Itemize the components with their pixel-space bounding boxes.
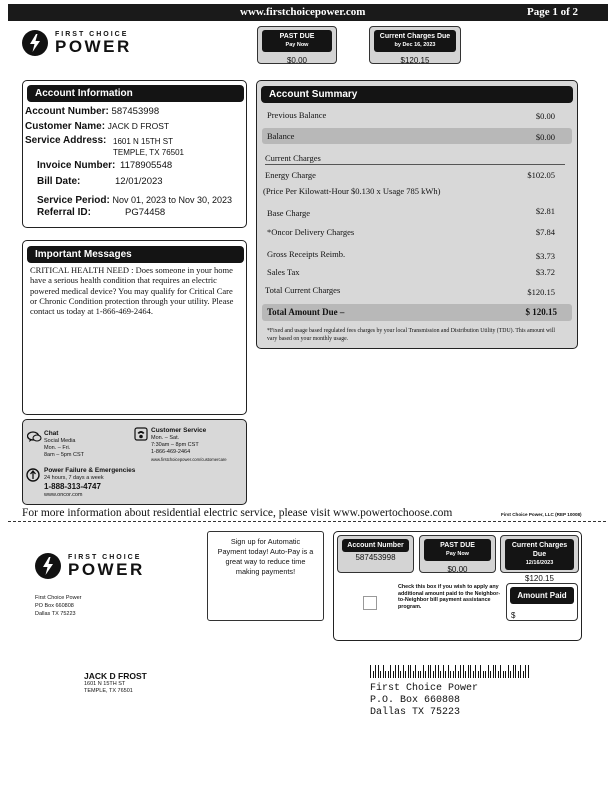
barcode-bar xyxy=(380,671,381,678)
service-period: Nov 01, 2023 to Nov 30, 2023 xyxy=(112,195,233,205)
outage-line1: 24 hours, 7 days a week xyxy=(44,475,104,481)
past-due-title: PAST DUE xyxy=(279,33,315,40)
barcode-bar xyxy=(480,665,481,678)
barcode-bar xyxy=(430,665,431,678)
stub-company-line1: First Choice Power xyxy=(35,595,82,601)
barcode-bar xyxy=(395,665,396,678)
balance: $0.00 xyxy=(535,132,555,142)
barcode-bar xyxy=(500,665,501,678)
stub-current-value: $120.15 xyxy=(525,574,554,583)
energy-charge: $102.05 xyxy=(527,170,555,180)
remit-line1: First Choice Power xyxy=(370,683,479,694)
barcode-bar xyxy=(470,665,471,678)
rep-certificate: First Choice Power, LLC (REP 10008) xyxy=(501,512,582,517)
company-logo xyxy=(22,30,132,56)
barcode-bar xyxy=(440,671,441,678)
barcode-bar xyxy=(520,665,521,678)
barcode-bar xyxy=(435,665,436,678)
bill-date: 12/01/2023 xyxy=(115,176,163,187)
logo-line1: FIRST CHOICE xyxy=(55,31,129,38)
power-outage-icon xyxy=(26,468,40,487)
barcode-bar xyxy=(408,665,409,678)
cs-website[interactable]: www.firstchoicepower.com/customercare xyxy=(151,457,227,462)
barcode-bar xyxy=(450,671,451,678)
barcode-bar xyxy=(465,671,466,678)
barcode-bar xyxy=(493,665,494,678)
total-amount-due-label: Total Amount Due – xyxy=(267,307,345,317)
page-number: Page 1 of 2 xyxy=(526,6,578,18)
gross-receipts: $3.73 xyxy=(535,251,555,261)
barcode-bar xyxy=(438,665,439,678)
account-summary-title: Account Summary xyxy=(261,86,573,103)
outage-website[interactable]: www.oncor.com xyxy=(44,492,83,498)
barcode-bar xyxy=(388,671,389,678)
bill-date-label: Bill Date: xyxy=(37,176,81,187)
energy-charge-label: Energy Charge xyxy=(265,170,316,180)
amount-paid-input[interactable]: $ xyxy=(511,611,516,620)
current-charges-label: Current Charges xyxy=(265,153,321,163)
barcode-bar xyxy=(453,671,454,678)
cs-phone: 1-866-469-2464 xyxy=(151,449,191,455)
barcode-bar xyxy=(425,671,426,678)
barcode-bar xyxy=(483,671,484,678)
stub-past-due-value: $0.00 xyxy=(447,565,468,574)
barcode-bar xyxy=(390,665,391,678)
total-amount-due: $ 120.15 xyxy=(525,307,557,317)
customer-service-title: Customer Service xyxy=(151,427,207,434)
base-charge-label: Base Charge xyxy=(267,208,311,218)
chat-bubble-icon xyxy=(27,430,42,448)
mailing-line2: TEMPLE, TX 76501 xyxy=(84,688,133,694)
barcode-bar xyxy=(503,671,504,678)
total-current-charges: $120.15 xyxy=(527,287,555,297)
barcode-bar xyxy=(515,665,516,678)
balance-band xyxy=(262,128,572,144)
neighbor-program-checkbox[interactable] xyxy=(363,596,377,610)
neighbor-program-text: Check this box if you wish to apply any additional amount paid to the Neighbor-to-Neighbor bill payment assistance program. xyxy=(398,584,501,610)
stub-company-line2: PO Box 660808 xyxy=(35,603,74,609)
current-charges-title: Current Charges Due xyxy=(379,33,451,40)
perforation-line xyxy=(8,521,606,522)
stub-past-due-box xyxy=(419,535,496,573)
barcode-bar xyxy=(383,665,384,678)
barcode-bar xyxy=(525,665,526,678)
logo-line2: POWER xyxy=(55,37,132,56)
stub-past-due-sub: Pay Now xyxy=(446,551,469,557)
phone-icon xyxy=(134,427,148,446)
barcode-bar xyxy=(468,665,469,678)
outage-title: Power Failure & Emergencies xyxy=(44,467,136,474)
current-charges-due-date: by Dec 16, 2023 xyxy=(394,42,436,48)
barcode-bar xyxy=(415,665,416,678)
barcode-bar xyxy=(420,671,421,678)
barcode-bar xyxy=(455,665,456,678)
barcode-bar xyxy=(475,665,476,678)
barcode-bar xyxy=(400,671,401,678)
barcode-bar xyxy=(528,665,529,678)
tdu-footnote: *Fixed and usage based regulated fees charges by your local Transmission and Distribution Utility (TDU). This amount will vary based on your monthly usage. xyxy=(267,328,555,342)
stub-account-number: 587453998 xyxy=(355,553,396,562)
total-current-charges-label: Total Current Charges xyxy=(265,285,341,295)
powertochoose-notice: For more information about residential electric service, please visit www.powertochoose.com xyxy=(22,507,453,519)
outage-phone: 1-888-313-4747 xyxy=(44,482,101,491)
barcode-bar xyxy=(410,665,411,678)
stub-lightning-bolt-icon xyxy=(35,553,61,579)
barcode-bar xyxy=(433,671,434,678)
barcode-bar xyxy=(490,671,491,678)
barcode-bar xyxy=(385,671,386,678)
past-due-value: $0.00 xyxy=(286,56,308,65)
website-url[interactable]: www.firstchoicepower.com xyxy=(240,6,366,18)
barcode-bar xyxy=(370,665,371,678)
barcode-bar xyxy=(498,671,499,678)
current-charges-value: $120.15 xyxy=(400,56,430,65)
stub-account-title: Account Number xyxy=(342,539,409,552)
chat-line1: Social Media xyxy=(44,438,76,444)
payment-stub-panel xyxy=(333,531,582,641)
important-messages-panel xyxy=(22,240,247,415)
chat-line2: Mon. – Fri. xyxy=(44,445,71,451)
barcode-bar xyxy=(478,671,479,678)
referral-id-label: Referral ID: xyxy=(37,207,91,218)
sales-tax: $3.72 xyxy=(535,267,555,277)
account-information-title: Account Information xyxy=(27,85,244,102)
stub-account-box xyxy=(337,535,414,573)
previous-balance: $0.00 xyxy=(535,111,555,121)
stub-current-title: Current Charges Due xyxy=(511,542,568,558)
barcode-bar xyxy=(418,671,419,678)
remit-line3: Dallas TX 75223 xyxy=(370,707,461,718)
postal-barcode xyxy=(370,660,580,674)
current-charges-box xyxy=(369,26,461,64)
gross-receipts-label: Gross Receipts Reimb. xyxy=(267,249,346,259)
barcode-bar xyxy=(513,665,514,678)
amount-paid-box[interactable] xyxy=(506,583,578,621)
barcode-bar xyxy=(428,665,429,678)
lightning-bolt-icon xyxy=(22,30,48,56)
stub-company-address xyxy=(35,594,81,618)
contact-panel xyxy=(22,419,247,505)
customer-mailing-address xyxy=(84,672,147,695)
mailing-customer-name: JACK D FROST xyxy=(84,671,147,681)
sales-tax-label: Sales Tax xyxy=(267,267,300,277)
service-address-line2: TEMPLE, TX 76501 xyxy=(113,148,184,157)
important-messages-title: Important Messages xyxy=(27,246,244,263)
barcode-bar xyxy=(443,665,444,678)
base-charge: $2.81 xyxy=(535,206,555,216)
barcode-bar xyxy=(448,665,449,678)
referral-id: PG74458 xyxy=(125,207,166,218)
invoice-number-label: Invoice Number: xyxy=(37,160,116,171)
barcode-bar xyxy=(458,671,459,678)
stub-current-charges-box xyxy=(500,535,579,583)
service-address-label: Service Address: xyxy=(25,135,107,146)
service-address-line1: 1601 N 15TH ST xyxy=(113,137,174,146)
customer-name-label: Customer Name: xyxy=(25,121,106,132)
barcode-bar xyxy=(445,671,446,678)
remittance-address xyxy=(370,683,478,719)
account-number: 587453998 xyxy=(111,106,160,117)
chat-line3: 8am – 5pm CST xyxy=(44,452,85,458)
past-due-box xyxy=(257,26,337,64)
mailing-line1: 1601 N 15TH ST xyxy=(84,681,126,687)
stub-past-due-title: PAST DUE xyxy=(440,542,475,549)
barcode-bar xyxy=(523,671,524,678)
remit-line2: P.O. Box 660808 xyxy=(370,695,461,706)
barcode-bar xyxy=(495,665,496,678)
cs-line2: 7:30am – 8pm CST xyxy=(151,442,199,448)
barcode-bar xyxy=(508,665,509,678)
autopay-promo[interactable] xyxy=(207,531,324,621)
barcode-bar xyxy=(460,665,461,678)
barcode-bar xyxy=(463,665,464,678)
barcode-bar xyxy=(488,665,489,678)
barcode-bar xyxy=(485,671,486,678)
stub-current-due-date: 12/16/2023 xyxy=(525,560,554,566)
cs-line1: Mon. – Sat. xyxy=(151,435,180,441)
barcode-bar xyxy=(375,665,376,678)
barcode-bar xyxy=(473,671,474,678)
price-per-kwh-note: (Price Per Kilowatt-Hour $0.130 x Usage 785 kWh) xyxy=(263,186,441,196)
critical-health-message: CRITICAL HEALTH NEED : Does someone in your home have a serious health condition that requires an electric powered medical device? You may qualify for Critical Care or Chronic Condition protection through your utility. Please contact us today at 1-866-469-2464. xyxy=(30,265,234,317)
past-due-sub: Pay Now xyxy=(285,42,309,48)
previous-balance-label: Previous Balance xyxy=(267,110,327,120)
account-summary-panel xyxy=(256,80,578,349)
barcode-bar xyxy=(510,671,511,678)
barcode-bar xyxy=(405,671,406,678)
barcode-bar xyxy=(378,665,379,678)
stub-logo-line1: FIRST CHOICE xyxy=(68,554,142,561)
barcode-bar xyxy=(393,671,394,678)
barcode-bar xyxy=(413,671,414,678)
chat-title: Chat xyxy=(44,430,59,437)
service-period-label: Service Period: xyxy=(37,195,110,206)
barcode-bar xyxy=(373,671,374,678)
barcode-bar xyxy=(505,671,506,678)
oncor-delivery-label: *Oncor Delivery Charges xyxy=(267,227,355,237)
barcode-bar xyxy=(403,665,404,678)
stub-company-line3: Dallas TX 75223 xyxy=(35,611,76,617)
balance-label: Balance xyxy=(267,131,295,141)
divider xyxy=(265,164,565,165)
amount-paid-label: Amount Paid xyxy=(510,587,574,604)
barcode-bar xyxy=(518,671,519,678)
invoice-number: 1178905548 xyxy=(120,160,173,171)
stub-company-logo xyxy=(35,553,145,579)
barcode-bar xyxy=(398,665,399,678)
top-banner xyxy=(8,4,608,21)
stub-logo-line2: POWER xyxy=(68,560,145,579)
oncor-delivery-charges: $7.84 xyxy=(535,227,555,237)
account-number-label: Account Number: xyxy=(25,106,109,117)
customer-name: JACK D FROST xyxy=(107,121,170,131)
account-information-panel xyxy=(22,80,247,228)
barcode-bar xyxy=(423,665,424,678)
autopay-text: Sign up for Automatic Payment today! Auto-Pay is a great way to reduce time making payments! xyxy=(217,537,314,576)
